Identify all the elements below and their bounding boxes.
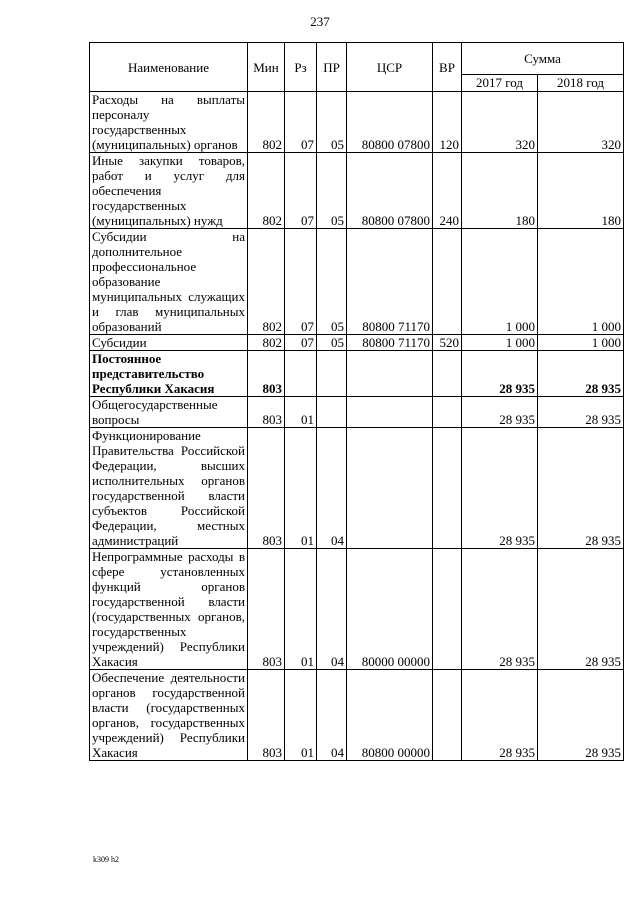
row-name: Общегосударственные вопросы — [90, 397, 248, 428]
row-vr: 520 — [433, 335, 462, 351]
header-row — [90, 43, 624, 75]
table-row — [90, 229, 624, 335]
row-2018: 320 — [538, 92, 624, 153]
row-rz — [285, 351, 317, 397]
table-row — [90, 335, 624, 351]
row-min: 803 — [248, 351, 285, 397]
row-csr: 80800 71170 — [347, 229, 433, 335]
table-row — [90, 153, 624, 229]
row-2017: 180 — [462, 153, 538, 229]
row-vr: 120 — [433, 92, 462, 153]
row-2017: 28 935 — [462, 397, 538, 428]
row-pr: 05 — [317, 153, 347, 229]
table-row — [90, 428, 624, 549]
row-vr — [433, 428, 462, 549]
row-name: Расходы на выплаты персоналу государственных (муниципальных) органов — [90, 92, 248, 153]
row-csr: 80800 71170 — [347, 335, 433, 351]
row-2017: 320 — [462, 92, 538, 153]
row-name: Обеспечение деятельности органов государственной власти (государственных органов, государственных учреждений) Республики Хакасия — [90, 670, 248, 761]
row-pr: 04 — [317, 428, 347, 549]
row-2018: 28 935 — [538, 670, 624, 761]
row-csr — [347, 397, 433, 428]
row-name: Иные закупки товаров, работ и услуг для обеспечения государственных (муниципальных) нужд — [90, 153, 248, 229]
row-vr — [433, 229, 462, 335]
row-min: 803 — [248, 549, 285, 670]
row-rz: 01 — [285, 428, 317, 549]
row-2017: 1 000 — [462, 335, 538, 351]
row-2018: 1 000 — [538, 335, 624, 351]
row-csr — [347, 428, 433, 549]
row-min: 802 — [248, 92, 285, 153]
header-2017: 2017 год — [462, 74, 538, 91]
header-rz: Рз — [285, 43, 317, 92]
row-pr: 04 — [317, 549, 347, 670]
row-rz: 01 — [285, 670, 317, 761]
row-rz: 07 — [285, 335, 317, 351]
row-csr: 80800 07800 — [347, 92, 433, 153]
row-rz: 07 — [285, 153, 317, 229]
row-pr — [317, 351, 347, 397]
row-2017: 28 935 — [462, 670, 538, 761]
page-number: 237 — [310, 14, 330, 29]
row-vr: 240 — [433, 153, 462, 229]
row-min: 803 — [248, 428, 285, 549]
table-row — [90, 351, 624, 397]
header-vr: ВР — [433, 43, 462, 92]
row-pr: 05 — [317, 335, 347, 351]
row-2018: 28 935 — [538, 397, 624, 428]
row-rz: 07 — [285, 229, 317, 335]
row-name: Субсидии на дополнительное профессиональное образование муниципальных служащих и глав муниципальных образований — [90, 229, 248, 335]
table-row — [90, 670, 624, 761]
row-name: Функционирование Правительства Российской Федерации, высших исполнительных органов государственной власти субъектов Российской Федерации, местных администраций — [90, 428, 248, 549]
row-csr: 80800 07800 — [347, 153, 433, 229]
row-name: Непрограммные расходы в сфере установленных функций органов государственной власти (государственных органов, государственных учреждений) Республики Хакасия — [90, 549, 248, 670]
row-min: 803 — [248, 670, 285, 761]
footer-code: k309 h2 — [93, 855, 119, 864]
table-row — [90, 397, 624, 428]
row-2017: 28 935 — [462, 351, 538, 397]
row-name: Субсидии — [90, 335, 248, 351]
row-min: 803 — [248, 397, 285, 428]
row-2018: 28 935 — [538, 549, 624, 670]
row-min: 802 — [248, 229, 285, 335]
row-2017: 28 935 — [462, 549, 538, 670]
row-2018: 28 935 — [538, 351, 624, 397]
row-2018: 180 — [538, 153, 624, 229]
row-csr: 80000 00000 — [347, 549, 433, 670]
row-rz: 07 — [285, 92, 317, 153]
row-min: 802 — [248, 335, 285, 351]
budget-table — [89, 42, 624, 761]
row-pr: 05 — [317, 229, 347, 335]
row-min: 802 — [248, 153, 285, 229]
header-sum: Сумма — [462, 43, 624, 75]
row-pr: 04 — [317, 670, 347, 761]
header-pr: ПР — [317, 43, 347, 92]
row-pr — [317, 397, 347, 428]
row-csr — [347, 351, 433, 397]
row-vr — [433, 549, 462, 670]
row-vr — [433, 397, 462, 428]
row-vr — [433, 670, 462, 761]
row-2018: 28 935 — [538, 428, 624, 549]
header-name: Наименование — [90, 43, 248, 92]
row-rz: 01 — [285, 549, 317, 670]
row-name: Постоянное представительство Республики Хакасия — [90, 351, 248, 397]
row-2017: 1 000 — [462, 229, 538, 335]
header-csr: ЦСР — [347, 43, 433, 92]
table-row — [90, 549, 624, 670]
row-2018: 1 000 — [538, 229, 624, 335]
row-vr — [433, 351, 462, 397]
table-row — [90, 92, 624, 153]
header-2018: 2018 год — [538, 74, 624, 91]
header-min: Мин — [248, 43, 285, 92]
row-pr: 05 — [317, 92, 347, 153]
row-rz: 01 — [285, 397, 317, 428]
row-csr: 80800 00000 — [347, 670, 433, 761]
row-2017: 28 935 — [462, 428, 538, 549]
